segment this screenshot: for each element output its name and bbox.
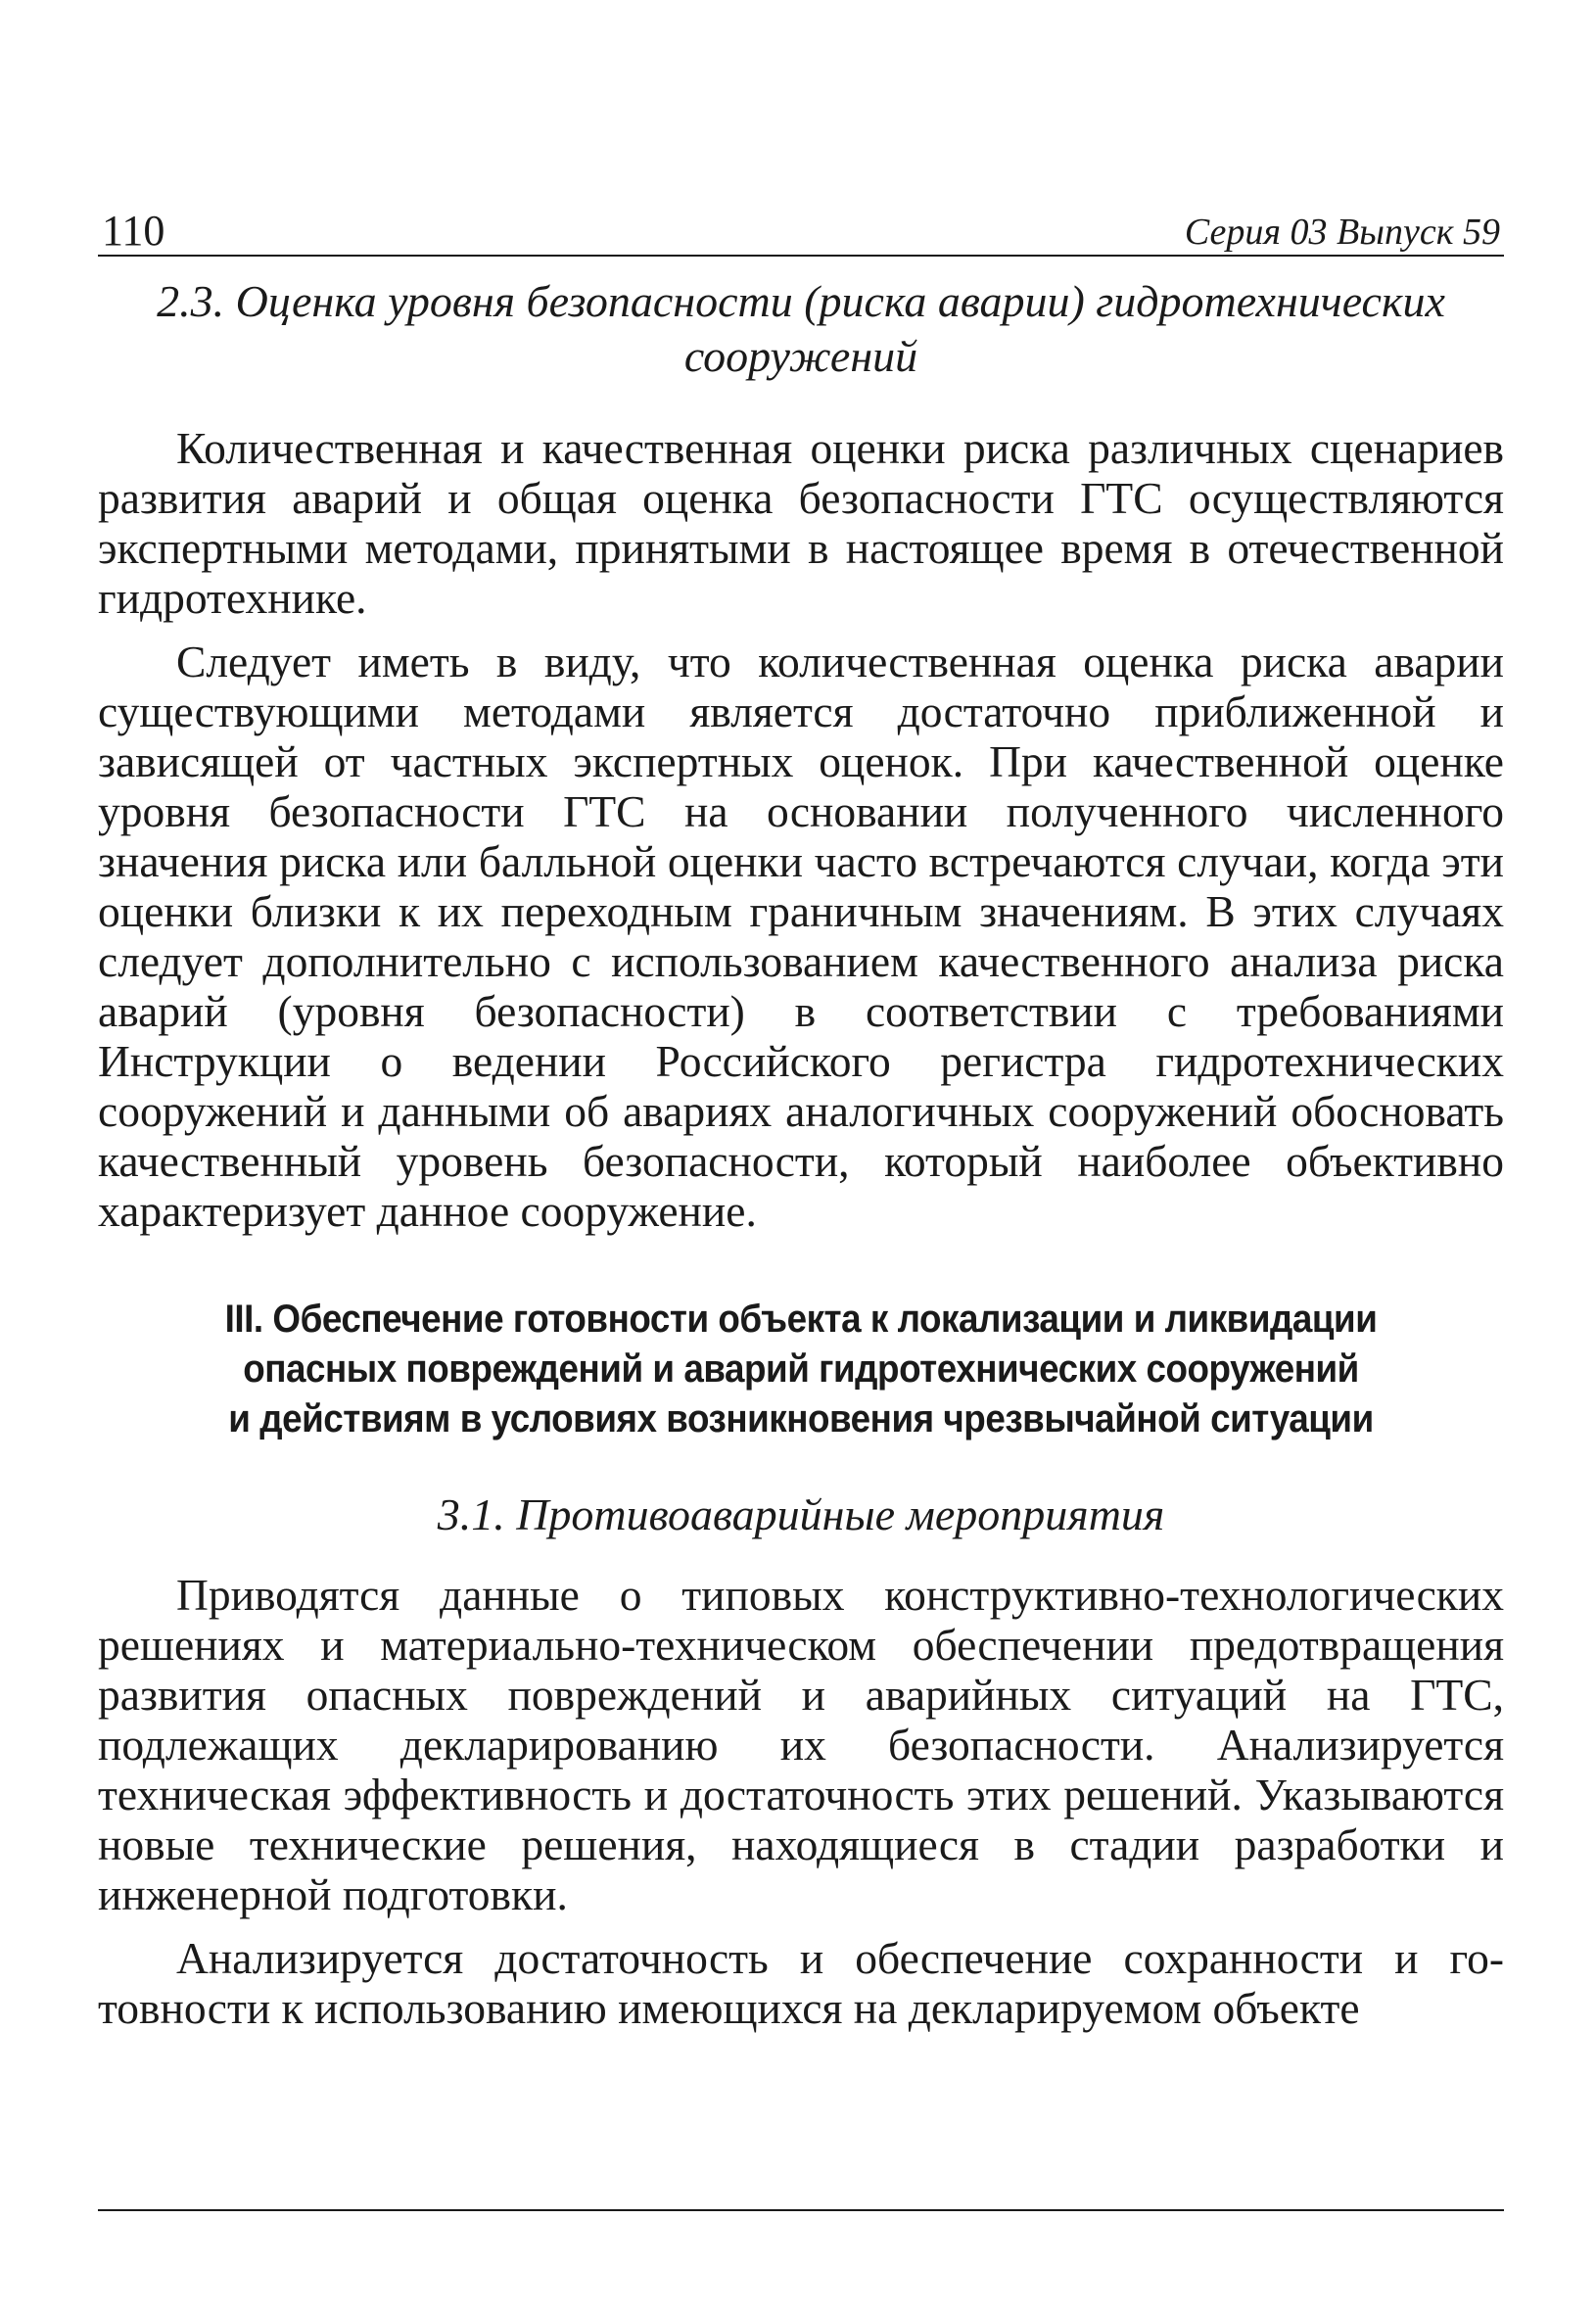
section-title-line: опасных повреждений и аварий гидротехнических сооружений — [243, 1347, 1359, 1391]
subsection-title-3-1: 3.1. Противоаварийные мероприятия — [437, 1489, 1165, 1539]
document-page — [98, 186, 1504, 2033]
page-number: 110 — [102, 207, 165, 255]
subsection-title-2-3: 2.3. Оценка уровня безопасности (риска аварии) гидротехнических сооружений — [157, 276, 1445, 381]
section-title-line: и действиям в условиях возникновения чрезвычайной ситуации — [228, 1397, 1374, 1440]
paragraph: Анализируется достаточность и обеспечение сохранности и готовности к использованию имеющихся на декларируемом объекте — [98, 1933, 1504, 2033]
footer-rule — [98, 2209, 1504, 2211]
section-title-line: III. Обеспечение готовности объекта к локализации и ликвидации — [224, 1298, 1378, 1341]
series-label: Серия 03 Выпуск 59 — [1184, 212, 1500, 253]
paragraph: Следует иметь в виду, что количественная оценка риска аварии существующими методами является достаточно приближенной и зависящей от частных экспертных оценок. При качественной оценке уровня безопасности ГТС на основании полученного численного значения риска или балльной оценки часто встречаются случаи, когда эти оценки близки к их переходным граничным значениям. В этих случаях следует дополнительно с использованием качественного анализа риска аварий (уровня безопасности) в соответствии с требованиями Инструкции о ведении Российского регистра гидротехнических сооружений и данными об авариях аналогичных сооружений обосновать качественный уровень безопасности, который наиболее объективно характеризует данное сооружение. — [98, 637, 1504, 1236]
paragraph: Количественная и качественная оценки риска различных сценариев развития аварий и общая оценка безопасности ГТС осуществляются экспертными методами, принятыми в настоящее время в отечественной гидротехнике. — [98, 423, 1504, 623]
paragraph: Приводятся данные о типовых конструктивно-технологических решениях и материально-техническом обеспечении предотвращения развития опасных повреждений и аварийных ситуаций на ГТС, подлежащих декларированию их безопасности. Анализируется техническая эффективность и достаточность этих решений. Указываются новые технические решения, находящиеся в стадии разработки и инженерной подготовки. — [98, 1570, 1504, 1919]
section-title-3 — [154, 1295, 1447, 1444]
running-head — [98, 186, 1504, 257]
